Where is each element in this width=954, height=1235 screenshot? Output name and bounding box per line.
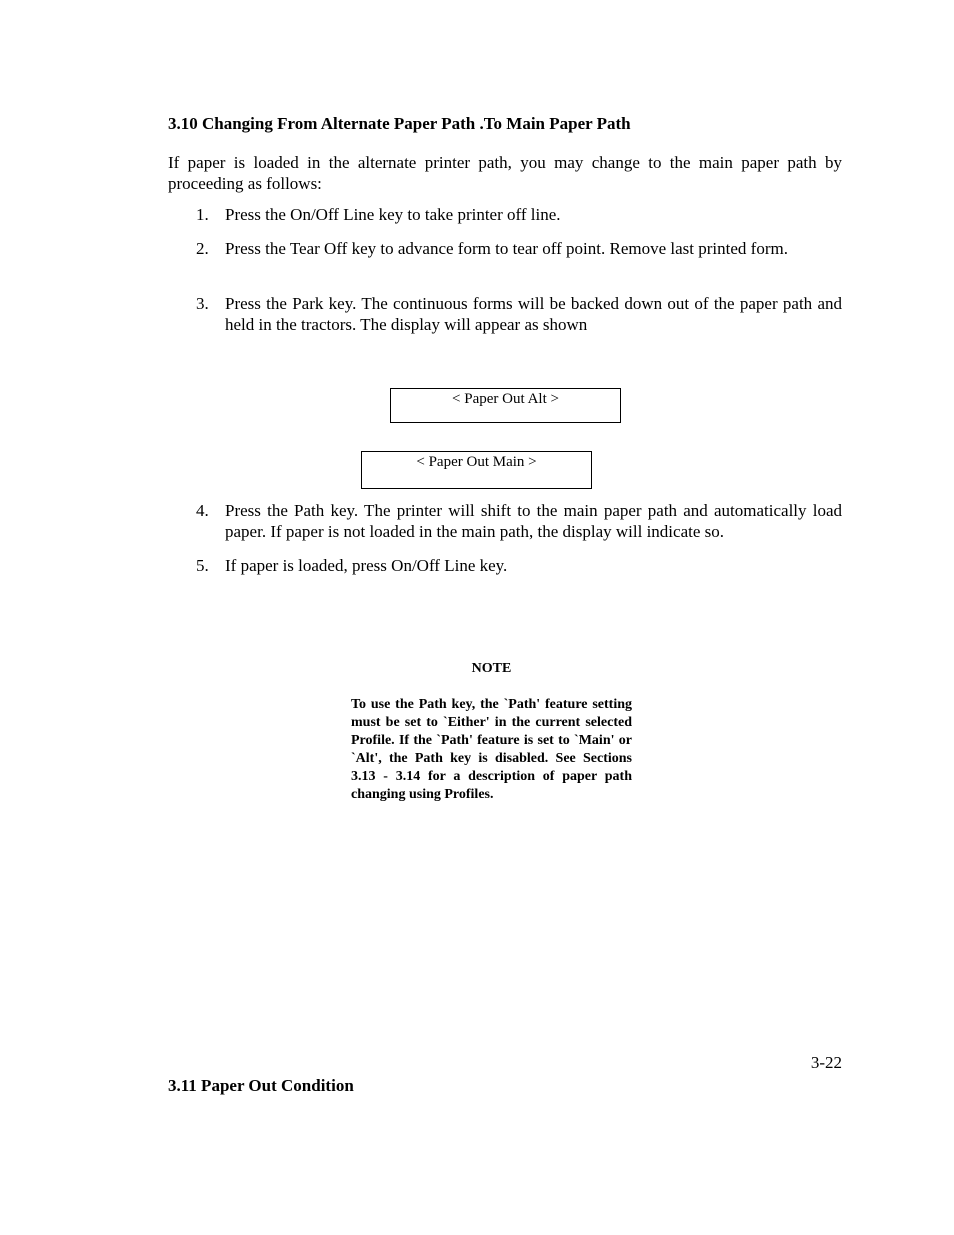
section-3-10-heading: 3.10 Changing From Alternate Paper Path .To Main Paper Path bbox=[168, 114, 631, 133]
note-title: NOTE bbox=[471, 661, 512, 676]
list-item bbox=[196, 555, 842, 576]
note-body: To use the Path key, the `Path' feature setting must be set to `Either' in the current selected Profile. If the `Path' feature is set to `Main' or `Alt', the Path key is disabled. See Sections 3.13 - 3.14 for a description of paper path changing using Profiles. bbox=[351, 697, 632, 802]
list-item-number: 3. bbox=[196, 294, 209, 313]
display-paper-out-alt: < Paper Out Alt > bbox=[390, 388, 621, 423]
list-item-number: 4. bbox=[196, 501, 209, 520]
list-item-number: 5. bbox=[196, 556, 209, 575]
list-item-number: 1. bbox=[196, 205, 209, 224]
section-3-10-intro: If paper is loaded in the alternate printer path, you may change to the main paper path by proceeding as follows: bbox=[168, 153, 842, 193]
section-3-11-heading: 3.11 Paper Out Condition bbox=[168, 1076, 354, 1095]
list-item-number: 2. bbox=[196, 239, 209, 258]
page-number: 3-22 bbox=[810, 1053, 842, 1072]
list-item bbox=[196, 293, 842, 335]
list-item-text: Press the On/Off Line key to take printer off line. bbox=[225, 205, 561, 224]
list-item-text: Press the Park key. The continuous forms will be backed down out of the paper path and held in the tractors. The display will appear as shown bbox=[225, 294, 842, 334]
list-item bbox=[196, 500, 842, 542]
list-item-text: Press the Tear Off key to advance form to tear off point. Remove last printed form. bbox=[225, 239, 788, 258]
list-item bbox=[196, 204, 842, 225]
display-paper-out-main: < Paper Out Main > bbox=[361, 451, 592, 489]
list-item bbox=[196, 238, 842, 259]
list-item-text: If paper is loaded, press On/Off Line key. bbox=[225, 556, 508, 575]
list-item-text: Press the Path key. The printer will shift to the main paper path and automatically load paper. If paper is not loaded in the main path, the display will indicate so. bbox=[225, 501, 842, 541]
